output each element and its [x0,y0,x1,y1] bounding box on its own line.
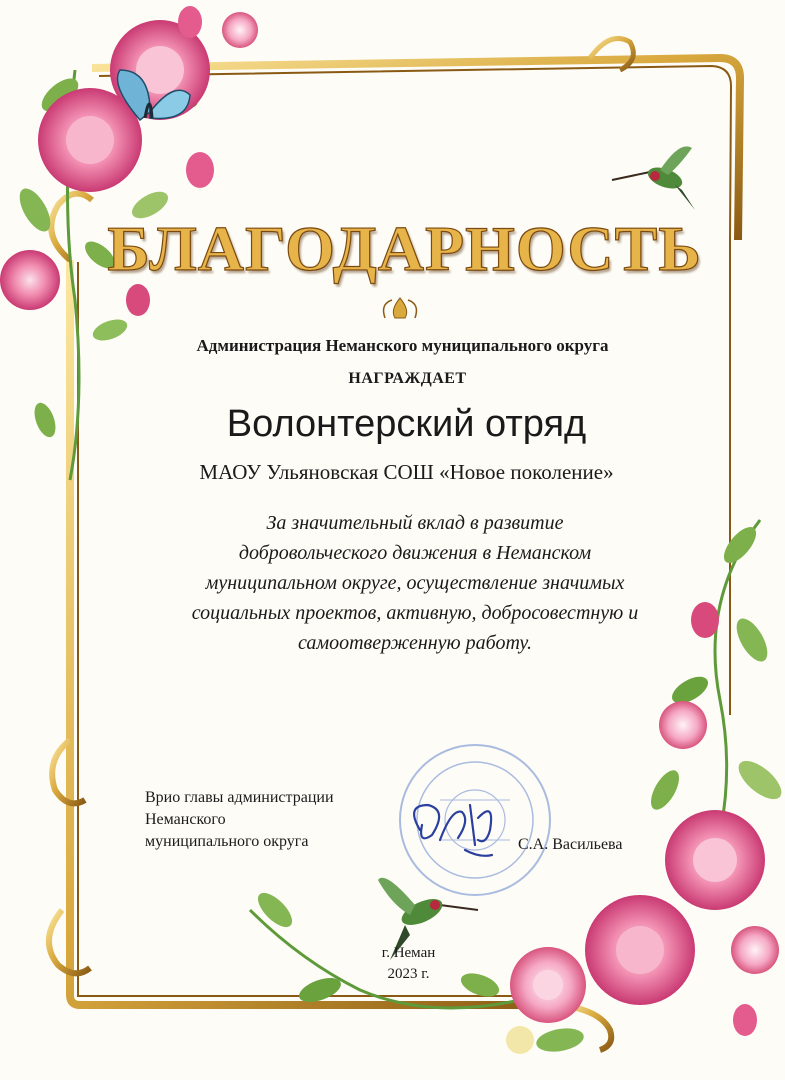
award-reason [160,508,670,658]
official-stamp [400,745,550,895]
signatory-position-line: Врио главы администрации [145,789,334,806]
recipient-name: Волонтерский отряд [226,403,587,445]
reason-line: муниципальном округе, осуществление значимых [205,572,625,594]
signatory-name: С.А. Васильева [518,836,623,853]
reason-line: самоотверженную работу. [297,632,533,654]
reason-line: добровольческого движения в Неманском [238,542,592,564]
hummingbird-top-icon [612,146,695,210]
issue-year: 2023 г. [387,966,430,982]
handwritten-signature [414,805,492,856]
recipient-organization: МАОУ Ульяновская СОШ «Новое поколение» [199,460,614,484]
title-divider-ornament [230,298,588,318]
reason-line: социальных проектов, активную, добросовестную и [191,602,639,624]
issue-place: г. Неман [381,945,436,961]
issuer-name: Администрация Неманского муниципального округа [196,336,609,355]
signatory-position-line: муниципального округа [145,833,309,850]
signatory-position [145,787,334,853]
award-verb: НАГРАЖДАЕТ [348,370,467,387]
certificate-title: БЛАГОДАРНОСТЬ [107,213,702,284]
signatory-position-line: Неманского [145,811,226,828]
reason-line: За значительный вклад в развитие [266,512,564,534]
